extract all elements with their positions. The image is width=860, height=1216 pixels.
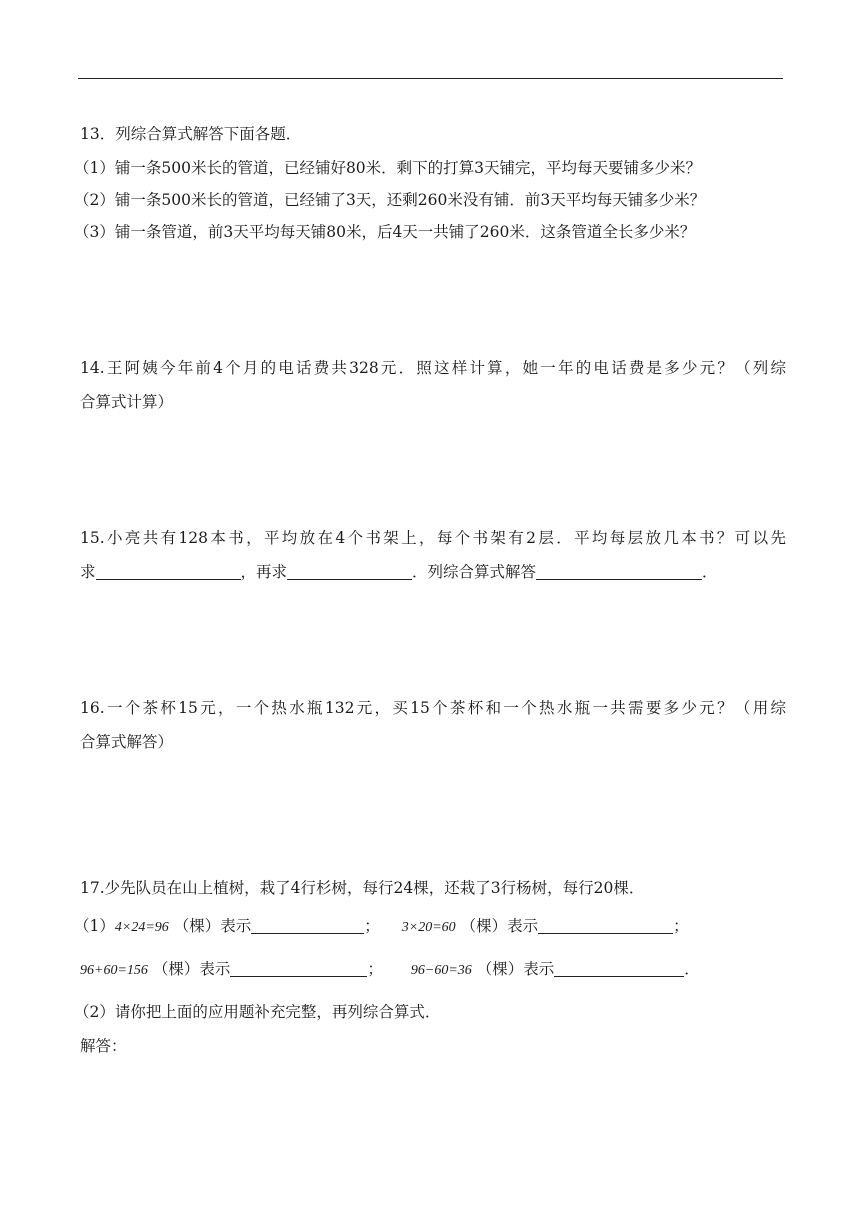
q13-title: 13．列综合算式解答下面各题．: [80, 125, 302, 143]
q17-line1: 17.少先队员在山上植树，栽了4行杉树，每行24棵，还栽了3行杨树，每行20棵．: [80, 879, 645, 897]
q15-line2: [80, 561, 786, 583]
q17-unit-3: （棵）表示: [152, 960, 231, 978]
q17-semi-2: ；: [673, 917, 689, 935]
q14-line1: 14.王阿姨今年前4个月的电话费共328元．照这样计算，她一年的电话费是多少元？（列综: [80, 359, 786, 377]
q17-blank-3[interactable]: [230, 960, 367, 977]
q17-eq1: 4×24=96: [114, 920, 169, 935]
q17-semi-1: ；: [364, 917, 380, 935]
q16-line2: 合算式解答）: [80, 733, 174, 751]
q13-part2: （2）铺一条500米长的管道，已经铺了3天，还剩260米没有铺．前3天平均每天铺多少米？: [74, 191, 706, 209]
q14-line2: 合算式计算）: [80, 393, 174, 411]
q17-period: ．: [684, 960, 700, 978]
q15-blank-1[interactable]: [96, 563, 241, 580]
q15-text-b: ，再求: [240, 563, 288, 581]
q15-blank-3[interactable]: [536, 563, 702, 580]
q17-blank-4[interactable]: [554, 960, 684, 977]
q15-text-d: ．: [702, 563, 718, 581]
q17-eq3: 96+60=156: [80, 963, 148, 978]
q17-eq4: 96−60=36: [410, 963, 472, 978]
q17-blank-2[interactable]: [538, 917, 673, 934]
q15-text-a: 求: [80, 563, 96, 581]
q17-semi-3: ；: [367, 960, 383, 978]
header-rule: [78, 78, 783, 79]
q17-eq2: 3×20=60: [401, 920, 456, 935]
q17-blank-1[interactable]: [251, 917, 364, 934]
q17-unit-1: （棵）表示: [173, 917, 252, 935]
q16-line1: 16.一个茶杯15元，一个热水瓶132元，买15个茶杯和一个热水瓶一共需要多少元？（用综: [80, 699, 786, 717]
q13-part1: （1）铺一条500米长的管道，已经铺好80米．剩下的打算3天铺完，平均每天要铺多少米？: [74, 159, 702, 177]
q17-unit-4: （棵）表示: [476, 960, 555, 978]
q17-row2: [80, 958, 786, 982]
q17-unit-2: （棵）表示: [460, 917, 539, 935]
q15-text-c: ．列综合算式解答: [412, 563, 537, 581]
q15-line1: 15.小亮共有128本书，平均放在4个书架上，每个书架有2层．平均每层放几本书？可以先: [80, 529, 786, 547]
q17-row1: [74, 915, 780, 939]
q17-part1-label: （1）: [74, 917, 115, 935]
q15-blank-2[interactable]: [287, 563, 412, 580]
q17-answer-label: 解答：: [80, 1037, 127, 1055]
q17-part2: （2）请你把上面的应用题补充完整，再列综合算式．: [74, 1003, 441, 1021]
q13-part3: （3）铺一条管道，前3天平均每天铺80米，后4天一共铺了260米．这条管道全长多少米？: [74, 223, 696, 241]
